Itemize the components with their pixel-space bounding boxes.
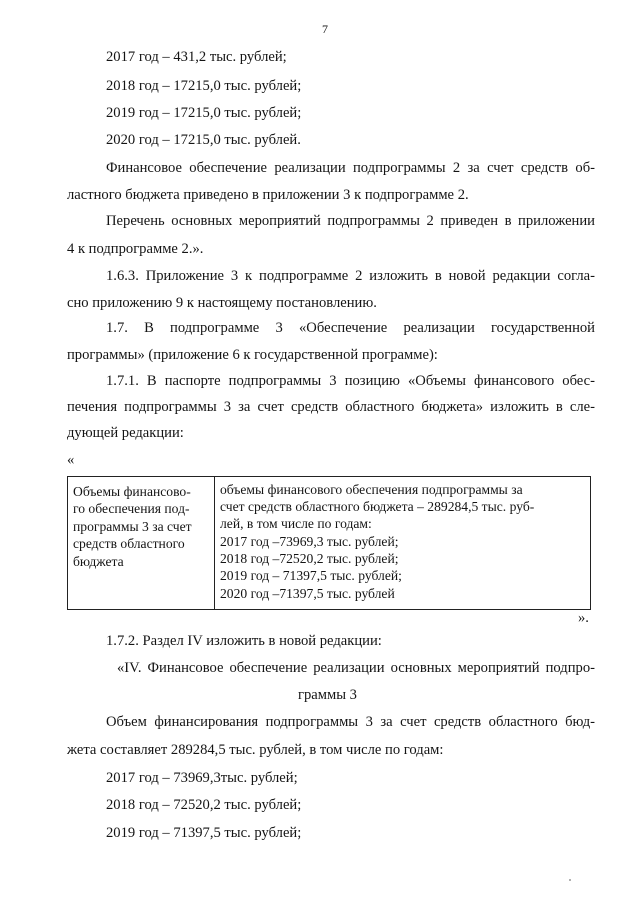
table-right-cell: 2020 год –71397,5 тыс. рублей	[220, 586, 395, 601]
table-left-cell: Объемы финансово-	[73, 484, 191, 499]
open-quote: «	[67, 452, 75, 468]
section-heading: «IV. Финансовое обеспечение реализации основных мероприятий подпро-	[117, 660, 595, 676]
close-quote: ».	[578, 610, 589, 626]
table-left-cell: бюджета	[73, 554, 124, 569]
table-right-cell: лей, в том числе по годам:	[220, 516, 372, 531]
table-right-cell: 2017 год –73969,3 тыс. рублей;	[220, 534, 399, 549]
scan-speck	[569, 879, 571, 881]
text-line: Финансовое обеспечение реализации подпрограммы 2 за счет средств об-	[106, 160, 595, 176]
text-line: 2018 год – 17215,0 тыс. рублей;	[106, 78, 302, 94]
table-right-cell: счет средств областного бюджета – 289284,5 тыс. руб-	[220, 499, 535, 514]
table-left-cell: го обеспечения под-	[73, 501, 190, 516]
text-line: Объем финансирования подпрограммы 3 за счет средств областного бюд-	[106, 714, 595, 730]
section-heading: граммы 3	[298, 687, 357, 703]
text-line: 2017 год – 431,2 тыс. рублей;	[106, 49, 287, 65]
text-line: 1.6.3. Приложение 3 к подпрограмме 2 изложить в новой редакции согла-	[106, 268, 595, 284]
text-line: 1.7.2. Раздел IV изложить в новой редакции:	[106, 633, 382, 649]
text-line: Перечень основных мероприятий подпрограммы 2 приведен в приложении	[106, 213, 595, 229]
table-divider	[214, 476, 215, 610]
text-line: программы» (приложение 6 к государственной программе):	[67, 347, 438, 363]
table-left-cell: средств областного	[73, 536, 185, 551]
table-right-cell: 2018 год –72520,2 тыс. рублей;	[220, 551, 399, 566]
text-line: 2020 год – 17215,0 тыс. рублей.	[106, 132, 301, 148]
text-line: 2019 год – 17215,0 тыс. рублей;	[106, 105, 302, 121]
text-line: ластного бюджета приведено в приложении 3 к подпрограмме 2.	[67, 187, 469, 203]
text-line: сно приложению 9 к настоящему постановлению.	[67, 295, 377, 311]
table-left-cell: программы 3 за счет	[73, 519, 192, 534]
text-line: 1.7. В подпрограмме 3 «Обеспечение реализации государственной	[106, 320, 595, 336]
text-line: 4 к подпрограмме 2.».	[67, 241, 204, 257]
text-line: жета составляет 289284,5 тыс. рублей, в том числе по годам:	[67, 742, 444, 758]
text-line: 2019 год – 71397,5 тыс. рублей;	[106, 825, 302, 841]
text-line: 2018 год – 72520,2 тыс. рублей;	[106, 797, 302, 813]
table-right-cell: объемы финансового обеспечения подпрограммы за	[220, 482, 523, 497]
text-line: дующей редакции:	[67, 425, 184, 441]
text-line: 1.7.1. В паспорте подпрограммы 3 позицию «Объемы финансового обес-	[106, 373, 595, 389]
text-line: печения подпрограммы 3 за счет средств областного бюджета» изложить в сле-	[67, 399, 595, 415]
page-number: 7	[322, 22, 328, 36]
table-right-cell: 2019 год – 71397,5 тыс. рублей;	[220, 568, 402, 583]
text-line: 2017 год – 73969,3тыс. рублей;	[106, 770, 298, 786]
